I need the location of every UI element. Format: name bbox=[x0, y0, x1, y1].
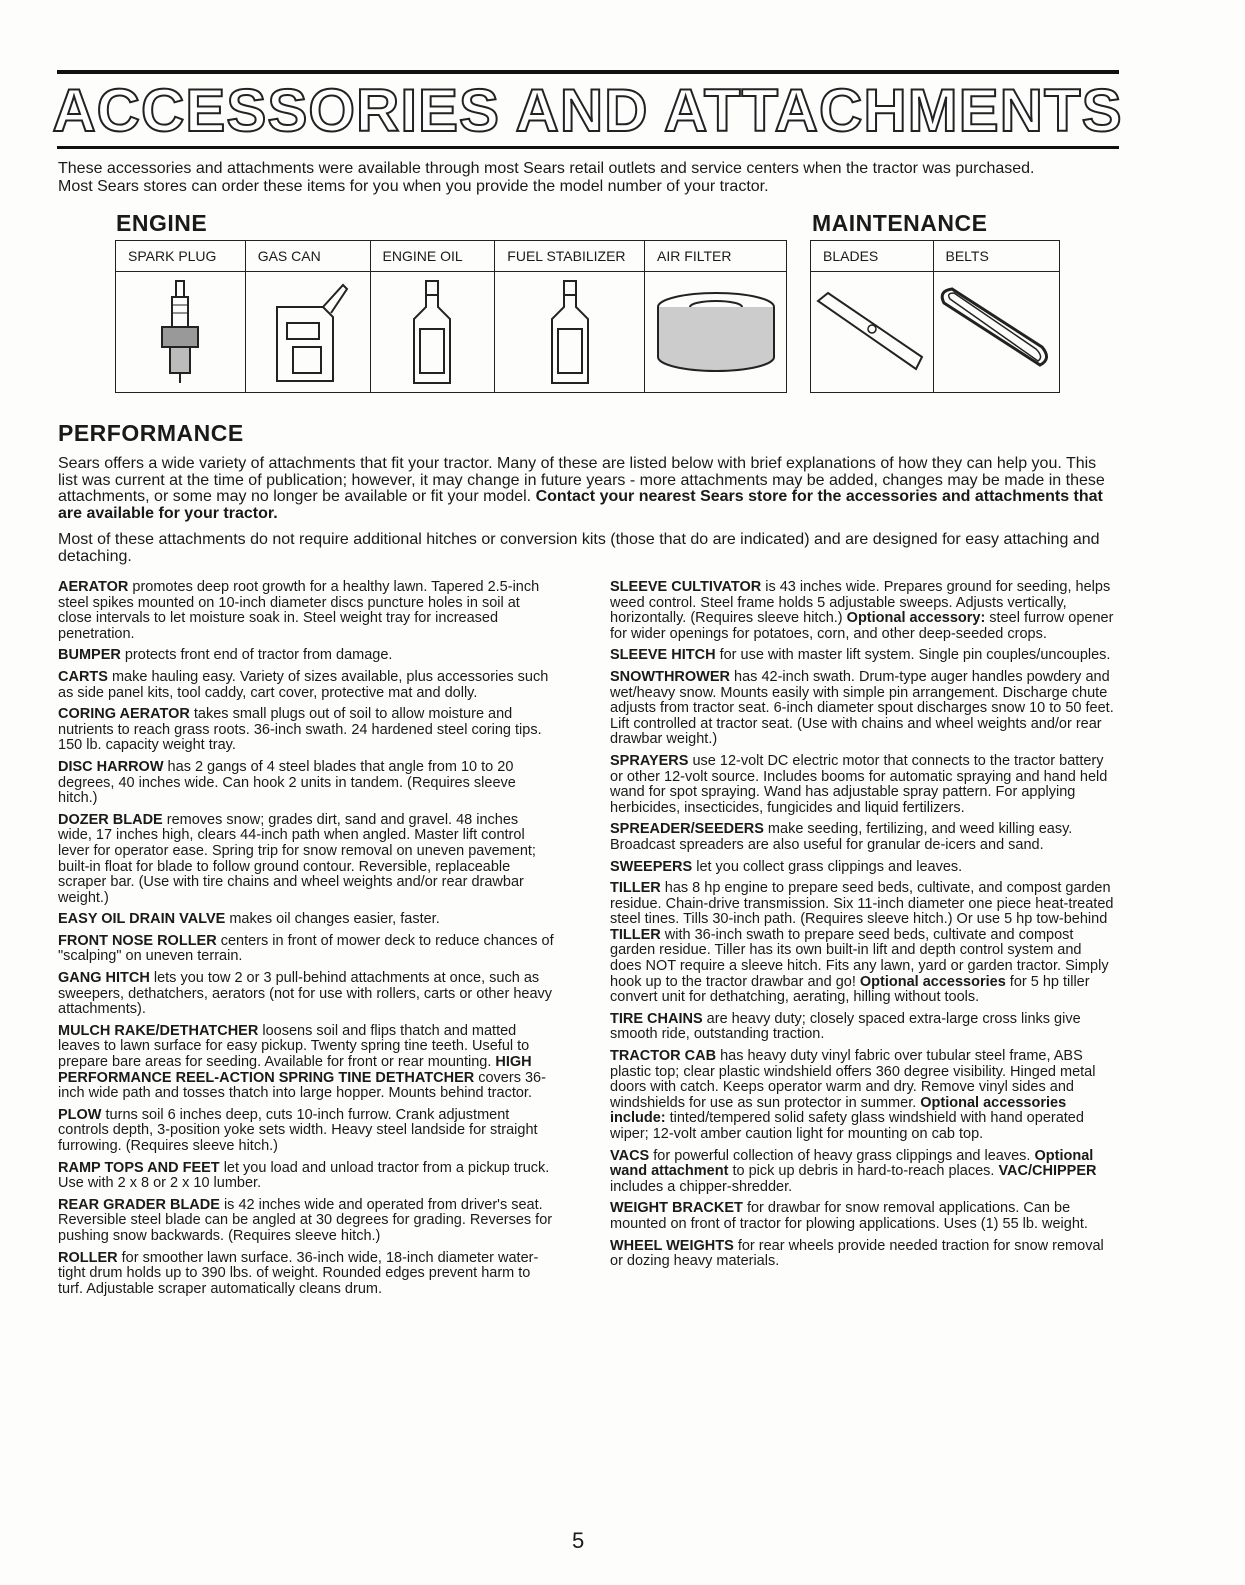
accessory-entry: EASY OIL DRAIN VALVE makes oil changes easier, faster. bbox=[58, 911, 440, 928]
engine-item-label: GAS CAN bbox=[245, 241, 370, 272]
engine-item-label: AIR FILTER bbox=[645, 241, 787, 272]
accessory-entry: CARTS make hauling easy. Variety of sizes available, plus accessories such as side panel kits, tool caddy, cart cover, protective mat and dolly. bbox=[58, 668, 549, 701]
page-title: ACCESSORIES AND ATTACHMENTS bbox=[52, 77, 1123, 144]
accessory-entry: WEIGHT BRACKET for drawbar for snow removal applications. Can be mounted on front of tractor for plowing applications. Uses (1) 55 lb. weight. bbox=[610, 1200, 1088, 1232]
accessory-entry: SPRAYERS use 12-volt DC electric motor that connects to the tractor battery or other 12-volt source. Includes booms for automatic spraying and hand held wand for spot spraying. Wand has adjustable spray pattern. For applying herbicides, insecticides, fungicides and liquid fertilizers. bbox=[610, 752, 1108, 816]
performance-heading: PERFORMANCE bbox=[58, 420, 244, 446]
engine-item-label: SPARK PLUG bbox=[116, 241, 246, 272]
stabilizer-bottle-icon bbox=[540, 277, 600, 387]
top-rule bbox=[57, 70, 1119, 74]
page-number: 5 bbox=[572, 1528, 585, 1553]
intro-line-1: These accessories and attachments were available through most Sears retail outlets and service centers when the tractor was purchased. bbox=[58, 160, 1035, 177]
accessory-entry: FRONT NOSE ROLLER centers in front of mower deck to reduce chances of "scalping" on uneven terrain. bbox=[58, 932, 554, 965]
performance-paragraph-2: Most of these attachments do not require additional hitches or conversion kits (those that do are indicated) and are designed for easy attaching and detaching. bbox=[58, 531, 1100, 565]
accessory-entry: AERATOR promotes deep root growth for a healthy lawn. Tapered 2.5-inch steel spikes mounted on 10-inch diameter discs puncture holes in soil at close intervals to let moisture soak in. Steel weight tray for increased penetration. bbox=[58, 579, 540, 642]
accessory-entry: TILLER has 8 hp engine to prepare seed beds, cultivate, and compost garden residue. Chain-drive transmission. Six 11-inch diameter one piece heat-treated steel tines. Tills 30-inch path. (Requires sleeve hitch.) Or use 5 hp tow-behind TILLER with 36-inch swath to prepare seed beds, cultivate and compost garden residue. Tiller has its own built-in lift and depth control system and does NOT require a sleeve hitch. Fits any lawn, yard or garden tractor. Simply hook up to the tractor drawbar and go! Optional accessories for 5 hp tiller convert unit for dethatching, aerating, hilling without tools. bbox=[610, 880, 1114, 1006]
accessory-entry: TIRE CHAINS are heavy duty; closely spaced extra-large cross links give smooth ride, outstanding traction. bbox=[610, 1010, 1081, 1043]
accessory-entry: SWEEPERS let you collect grass clippings and leaves. bbox=[610, 858, 963, 875]
intro-line-2: Most Sears stores can order these items for you when you provide the model number of your tractor. bbox=[58, 178, 769, 195]
maintenance-item-label: BLADES bbox=[811, 241, 934, 272]
left-entries-column bbox=[58, 580, 556, 1303]
spark-plug-icon bbox=[150, 277, 210, 387]
engine-item-label: ENGINE OIL bbox=[370, 241, 495, 272]
accessory-entry: GANG HITCH lets you tow 2 or 3 pull-behind attachments at once, such as sweepers, dethatchers, aerators (not for use with rollers, carts or other heavy attachments). bbox=[58, 970, 553, 1018]
accessory-entry: SLEEVE HITCH for use with master lift system. Single pin couples/uncouples. bbox=[610, 647, 1111, 664]
accessory-entry: SNOWTHROWER has 42-inch swath. Drum-type auger handles powdery and wet/heavy snow. Mounts easily with simple pin arrangement. Discharge chute adjusts from tractor seat. 6-inch diameter spout discharges snow 10 to 50 feet. Lift controlled at tractor seat. (Use with chains and wheel weights and/or rear drawbar weight.) bbox=[610, 668, 1114, 748]
oil-bottle-icon bbox=[402, 277, 462, 387]
maintenance-heading: MAINTENANCE bbox=[812, 210, 988, 236]
accessory-entry: TRACTOR CAB has heavy duty vinyl fabric over tubular steel frame, ABS plastic top; clear plastic windshield offers 360 degree visibility. Hinged metal doors with catch. Keeps operator warm and dry. Remove vinyl sides and windshields for use as sun protector in summer. Optional accessories include: tinted/tempered solid safety glass windshield with hand operated wiper; 12-volt amber caution light for mounting on cab top. bbox=[610, 1048, 1096, 1142]
accessory-entry: BUMPER protects front end of tractor from damage. bbox=[58, 647, 393, 664]
accessory-entry: PLOW turns soil 6 inches deep, cuts 10-inch furrow. Crank adjustment controls depth, 3-position yoke sets width. Heavy steel landside for straight furrowing. (Requires sleeve hitch.) bbox=[58, 1106, 538, 1154]
maintenance-item-label: BELTS bbox=[933, 241, 1060, 272]
engine-accessories-table bbox=[115, 240, 787, 393]
performance-bold-text: Contact your nearest Sears store for the accessories and attachments that are available for your tractor. bbox=[58, 488, 1103, 522]
accessory-entry: SLEEVE CULTIVATOR is 43 inches wide. Prepares ground for seeding, helps weed control. Steel frame holds 5 adjustable sweeps. Adjusts vertically, horizontally. (Requires sleeve hitch.) Optional accessory: steel furrow opener for wider openings for potatoes, corn, and other deep-seeded crops. bbox=[610, 579, 1114, 642]
accessory-entry: SPREADER/SEEDERS make seeding, fertilizing, and weed killing easy. Broadcast spreaders are also useful for granular de-icers and sand. bbox=[610, 821, 1073, 853]
title-bottom-rule bbox=[57, 146, 1119, 149]
air-filter-icon bbox=[653, 277, 779, 387]
blade-icon bbox=[812, 277, 932, 387]
accessory-entry: WHEEL WEIGHTS for rear wheels provide needed traction for snow removal or dozing heavy materials. bbox=[610, 1237, 1104, 1270]
maintenance-accessories-table bbox=[810, 240, 1060, 393]
accessory-entry: DOZER BLADE removes snow; grades dirt, sand and gravel. 48 inches wide, 17 inches high, clears 44-inch path when angled. Master lift control lever for operator ease. Spring trip for snow removal on uneven pavement; built-in float for blade to follow ground contour. Reversible, replaceable scraper bar. (Use with tire chains and wheel weights and/or rear drawbar weight.) bbox=[58, 811, 536, 906]
performance-paragraph-1 bbox=[58, 456, 1118, 522]
accessory-entry: VACS for powerful collection of heavy grass clippings and leaves. Optional wand attachment to pick up debris in hard-to-reach places. VAC/CHIPPER includes a chipper-shredder. bbox=[610, 1147, 1097, 1195]
gas-can-icon bbox=[263, 277, 353, 387]
accessory-entry: DISC HARROW has 2 gangs of 4 steel blades that angle from 10 to 20 degrees, 40 inches wide. Can hook 2 units in tandem. (Requires sleeve hitch.) bbox=[58, 758, 516, 807]
performance-text: Sears offers a wide variety of attachments that fit your tractor. Many of these are listed below with brief explanations of how they can help you. This list was current at the time of publication; however, it may change in future years - more attachments may be added, changes may be made in these attachments, or some may no longer be available or fit your model. bbox=[58, 455, 1105, 505]
accessory-entry: MULCH RAKE/DETHATCHER loosens soil and flips thatch and matted leaves to lawn surface for easy pickup. Twenty spring tine teeth. Useful to prepare bare areas for seeding. Available for front or rear mounting. HIGH PERFORMANCE REEL-ACTION SPRING TINE DETHATCHER covers 36-inch wide path and tosses thatch into large hopper. Mounts behind tractor. bbox=[58, 1022, 546, 1102]
intro-text bbox=[58, 160, 1128, 196]
accessory-entry: ROLLER for smoother lawn surface. 36-inch wide, 18-inch diameter water-tight drum holds up to 390 lbs. of weight. Rounded edges prevent harm to turf. Adjustable scraper automatically cleans drum. bbox=[58, 1249, 539, 1297]
engine-heading: ENGINE bbox=[116, 210, 208, 236]
right-entries-column bbox=[610, 580, 1114, 1276]
accessory-entry: RAMP TOPS AND FEET let you load and unload tractor from a pickup truck. Use with 2 x 8 or 2 x 10 lumber. bbox=[58, 1159, 550, 1192]
accessory-entry: REAR GRADER BLADE is 42 inches wide and operated from driver's seat. Reversible steel blade can be angled at 30 degrees for grading. Reverses for pushing snow backwards. (Requires sleeve hitch.) bbox=[58, 1196, 553, 1244]
belt-icon bbox=[934, 277, 1058, 387]
engine-item-label: FUEL STABILIZER bbox=[495, 241, 645, 272]
accessory-entry: CORING AERATOR takes small plugs out of soil to allow moisture and nutrients to reach grass roots. 36-inch swath. 24 hardened steel coring tips. 150 lb. capacity weight tray. bbox=[58, 706, 542, 754]
